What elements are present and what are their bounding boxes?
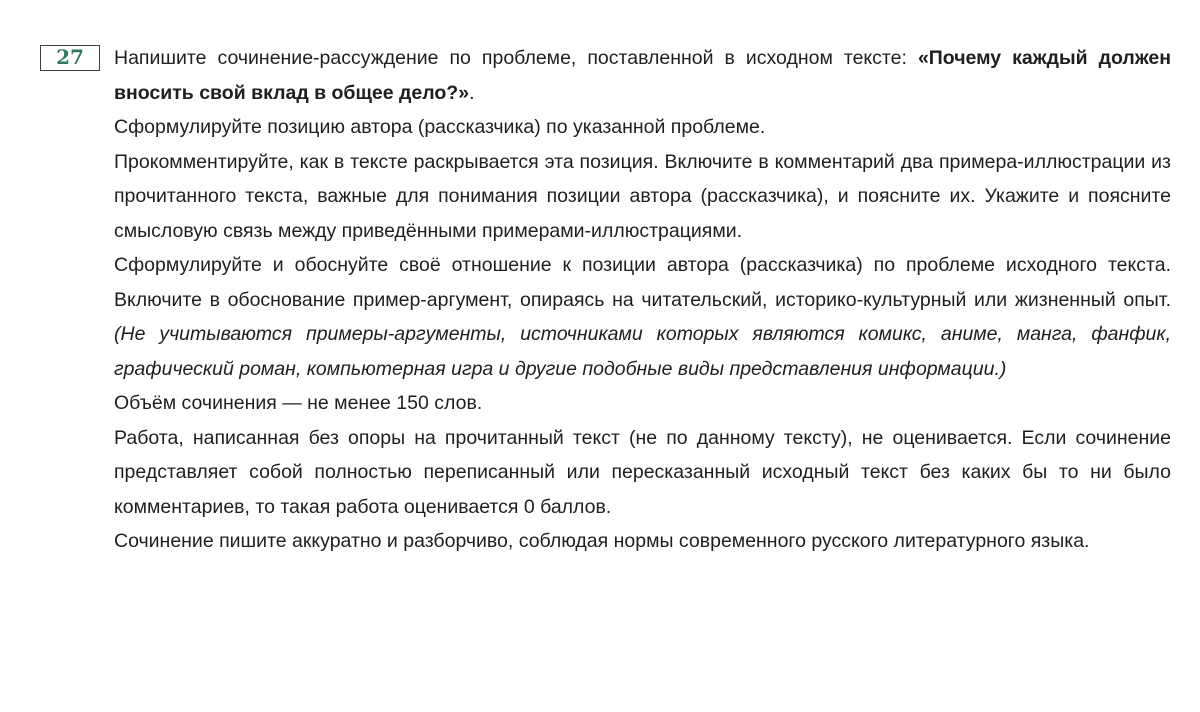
problem-statement: «Почему каждый должен вносить свой вклад в общее дело?» [114, 47, 1172, 104]
task-intro-paragraph [114, 41, 1171, 110]
paragraph-volume: Объём сочинения — не менее 150 слов. [114, 392, 483, 414]
paragraph-comment: Прокомментируйте, как в тексте раскрывается эта позиция. Включите в комментарий два примера-иллюстрации из прочитанного текста, важные для понимания позиции автора (рассказчика), и поясните их. Укажите и поясните смысловую связь между приведёнными примерами-иллюстрациями. [114, 150, 1171, 242]
intro-text: Напишите сочинение-рассуждение по проблеме, поставленной в исходном тексте: [114, 47, 918, 69]
task-number: 27 [56, 45, 84, 69]
task-text [114, 41, 1171, 559]
intro-end: . [469, 81, 475, 104]
task-27 [40, 41, 1172, 559]
task-number-box [40, 45, 100, 71]
examples-note: (Не учитываются примеры-аргументы, источниками которых являются комикс, аниме, манга, фанфик, графический роман, компьютерная игра и другие подобные виды представления информации.) [114, 323, 1171, 380]
own-position-text: Сформулируйте и обоснуйте своё отношение к позиции автора (рассказчика) по проблеме исходного текста. Включите в обоснование пример-аргумент, опираясь на читательский, историко-культурный или жизненный опыт. [114, 254, 1171, 311]
paragraph-evaluation: Работа, написанная без опоры на прочитанный текст (не по данному тексту), не оценивается. Если сочинение представляет собой полностью переписанный или пересказанный исходный текст без каких бы то ни было комментариев, то такая работа оценивается 0 баллов. [114, 426, 1171, 518]
paragraph-own-position [114, 248, 1171, 386]
paragraph-neatness: Сочинение пишите аккуратно и разборчиво, соблюдая нормы современного русского литературного языка. [114, 530, 1090, 552]
paragraph-author-position: Сформулируйте позицию автора (рассказчика) по указанной проблеме. [114, 116, 766, 138]
